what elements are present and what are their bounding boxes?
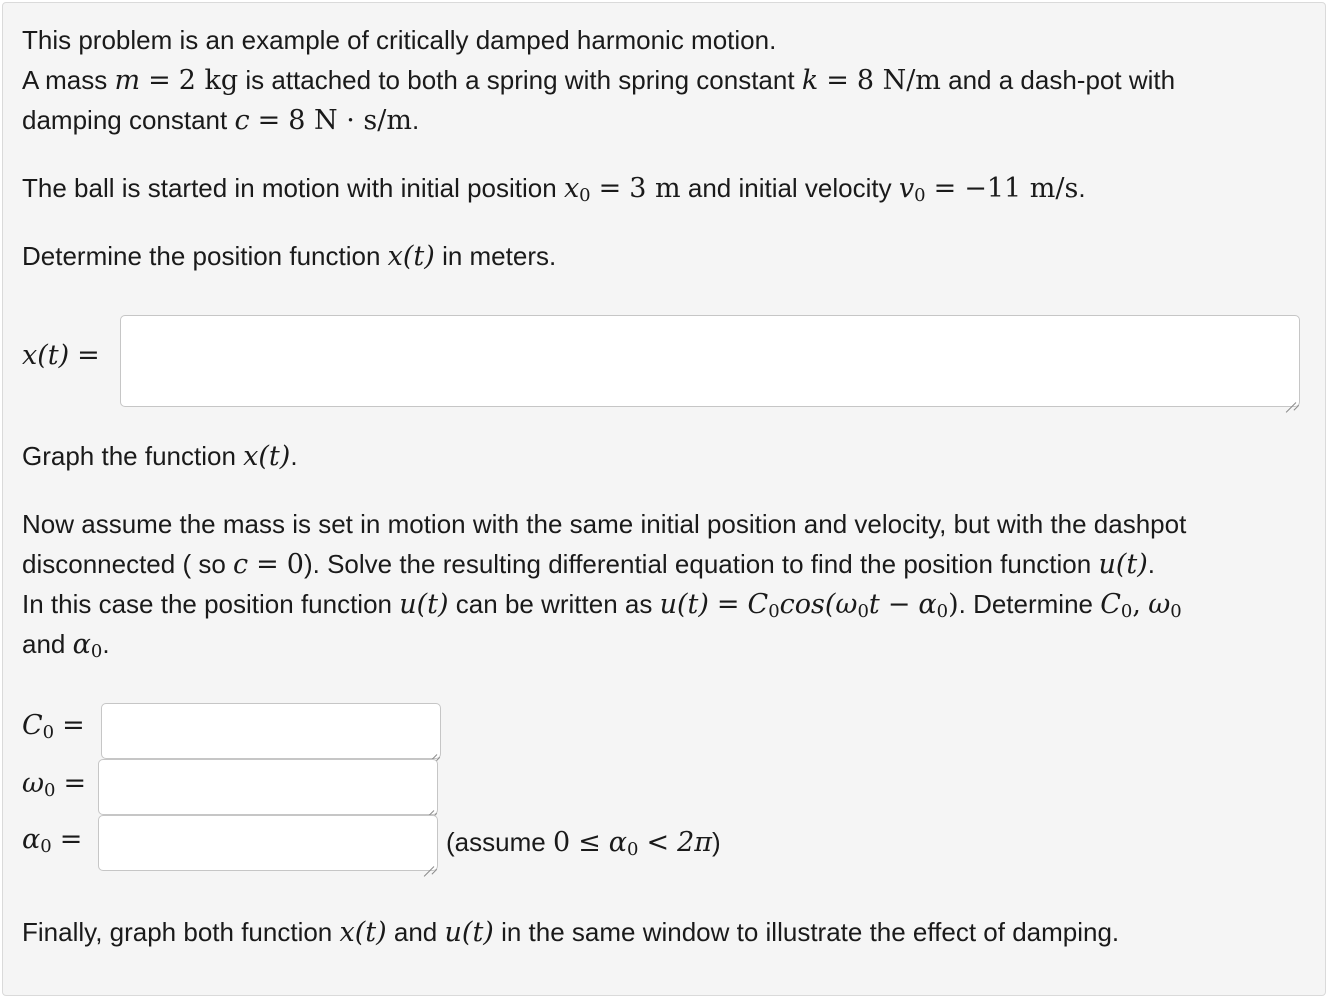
alpha0-input[interactable]	[98, 815, 438, 871]
intro-line-2: A mass m = 2 kg is attached to both a spring with spring constant k = 8 N/m and a dash-pot with	[22, 65, 1176, 96]
initial-conditions: The ball is started in motion with initial position $x_0 = 3$ m and initial velocity $v_0 = -11$ m/s.	[22, 173, 1086, 206]
C0-input[interactable]	[101, 703, 441, 759]
intro-line-1: This problem is an example of critically damped harmonic motion.	[22, 25, 777, 55]
undamped-line-3: In this case the position function u(t) can be written as $u(t) = C_0\cos(\omega_0t - \alpha_0)$. Determine $C_0$, $\omega_0$	[22, 589, 1182, 622]
alpha0-label: $\alpha_0$ =	[22, 824, 83, 857]
omega0-input[interactable]	[98, 759, 438, 815]
C0-label: $C_0$ =	[22, 710, 85, 743]
x-of-t-label: x(t) =	[22, 340, 100, 371]
x-of-t-input[interactable]	[120, 315, 1300, 407]
intro-line-3: damping constant c = 8 N · s/m.	[22, 105, 420, 136]
determine-text: Determine the position function x(t) in meters.	[22, 241, 557, 272]
alpha0-assumption: (assume $0 \le \alpha_0 < 2\pi$)	[446, 827, 721, 860]
final-instruction: Finally, graph both function x(t) and u(t) in the same window to illustrate the effect of damping.	[22, 917, 1120, 948]
undamped-line-1: Now assume the mass is set in motion with the same initial position and velocity, but with the dashpot	[22, 509, 1187, 539]
undamped-line-4: and $\alpha_0$.	[22, 629, 110, 662]
omega0-label: $\omega_0$ =	[22, 768, 87, 801]
undamped-line-2: disconnected ( so c = 0). Solve the resulting differential equation to find the position function u(t).	[22, 549, 1155, 580]
graph-instruction: Graph the function x(t).	[22, 441, 298, 472]
